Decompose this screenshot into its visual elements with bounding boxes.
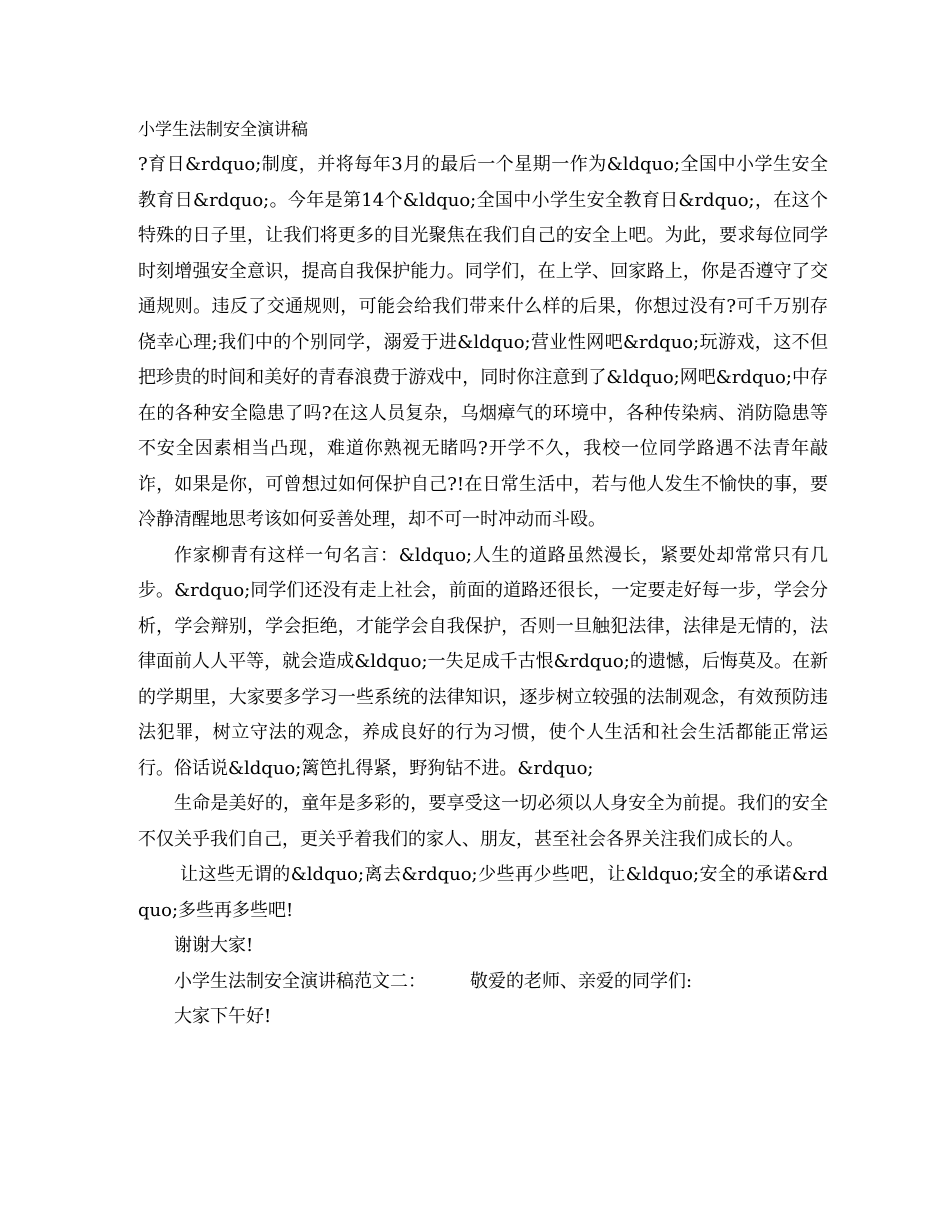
salutation: 敬爱的老师、亲爱的同学们: [470,970,693,992]
paragraph-safety-education-day: ?育日&rdquo;制度，并将每年3月的最后一个星期一作为&ldquo;全国中小学生安全教育日&rdquo;。今年是第14个&ldquo;全国中小学生安全教育日&rdquo;，在这个特殊的日子里，让我们将更多的目光聚焦在我们自己的安全上吧。为此，要求每位同学时刻增强安全意识，提高自我保护能力。同学们，在上学、回家路上，你是否遵守了交通规则。违反了交通规则，可能会给我们带来什么样的后果，你想过没有?可千万别存侥幸心理;我们中的个别同学，溺爱于进&ldquo;营业性网吧&rdquo;玩游戏，这不但把珍贵的时间和美好的青春浪费于游戏中，同时你注意到了&ldquo;网吧&rdquo;中存在的各种安全隐患了吗?在这人员复杂，乌烟瘴气的环境中，各种传染病、消防隐患等不安全因素相当凸现，难道你熟视无睹吗?开学不久，我校一位同学路遇不法青年敲诈，如果是你，可曾想过如何保护自己?!在日常生活中，若与他人发生不愉快的事，要冷静清醒地思考该如何妥善处理，却不可一时冲动而斗殴。 [138,154,828,530]
next-section-line [138,964,828,1000]
paragraph-safety-promise: 让这些无谓的&ldquo;离去&rdquo;少些再少些吧，让&ldquo;安全的承诺&rdquo;多些再多些吧! [138,864,828,921]
greeting: 大家下午好! [174,1006,272,1027]
document-title: 小学生法制安全演讲稿 [138,120,308,140]
paragraph-life-is-beautiful: 生命是美好的，童年是多彩的，要享受这一切必须以人身安全为前提。我们的安全不仅关乎我们自己，更关乎着我们的家人、朋友，甚至社会各界关注我们成长的人。 [138,793,828,850]
next-section-title: 小学生法制安全演讲稿范文二： [174,970,426,992]
paragraph-thanks: 谢谢大家! [174,935,254,956]
document-body [138,147,828,1035]
paragraph-law-awareness: 作家柳青有这样一句名言：&ldquo;人生的道路虽然漫长，紧要处却常常只有几步。&rdquo;同学们还没有走上社会，前面的道路还很长，一定要走好每一步，学会分析，学会辩别，学会拒绝，才能学会自我保护，否则一旦触犯法律，法律是无情的，法律面前人人平等，就会造成&ldquo;一失足成千古恨&rdquo;的遗憾，后悔莫及。在新的学期里，大家要多学习一些系统的法律知识，逐步树立较强的法制观念，有效预防违法犯罪，树立守法的观念，养成良好的行为习惯，使个人生活和社会生活都能正常运行。俗话说&ldquo;篱笆扎得紧，野狗钻不进。&rdquo; [138,544,828,779]
